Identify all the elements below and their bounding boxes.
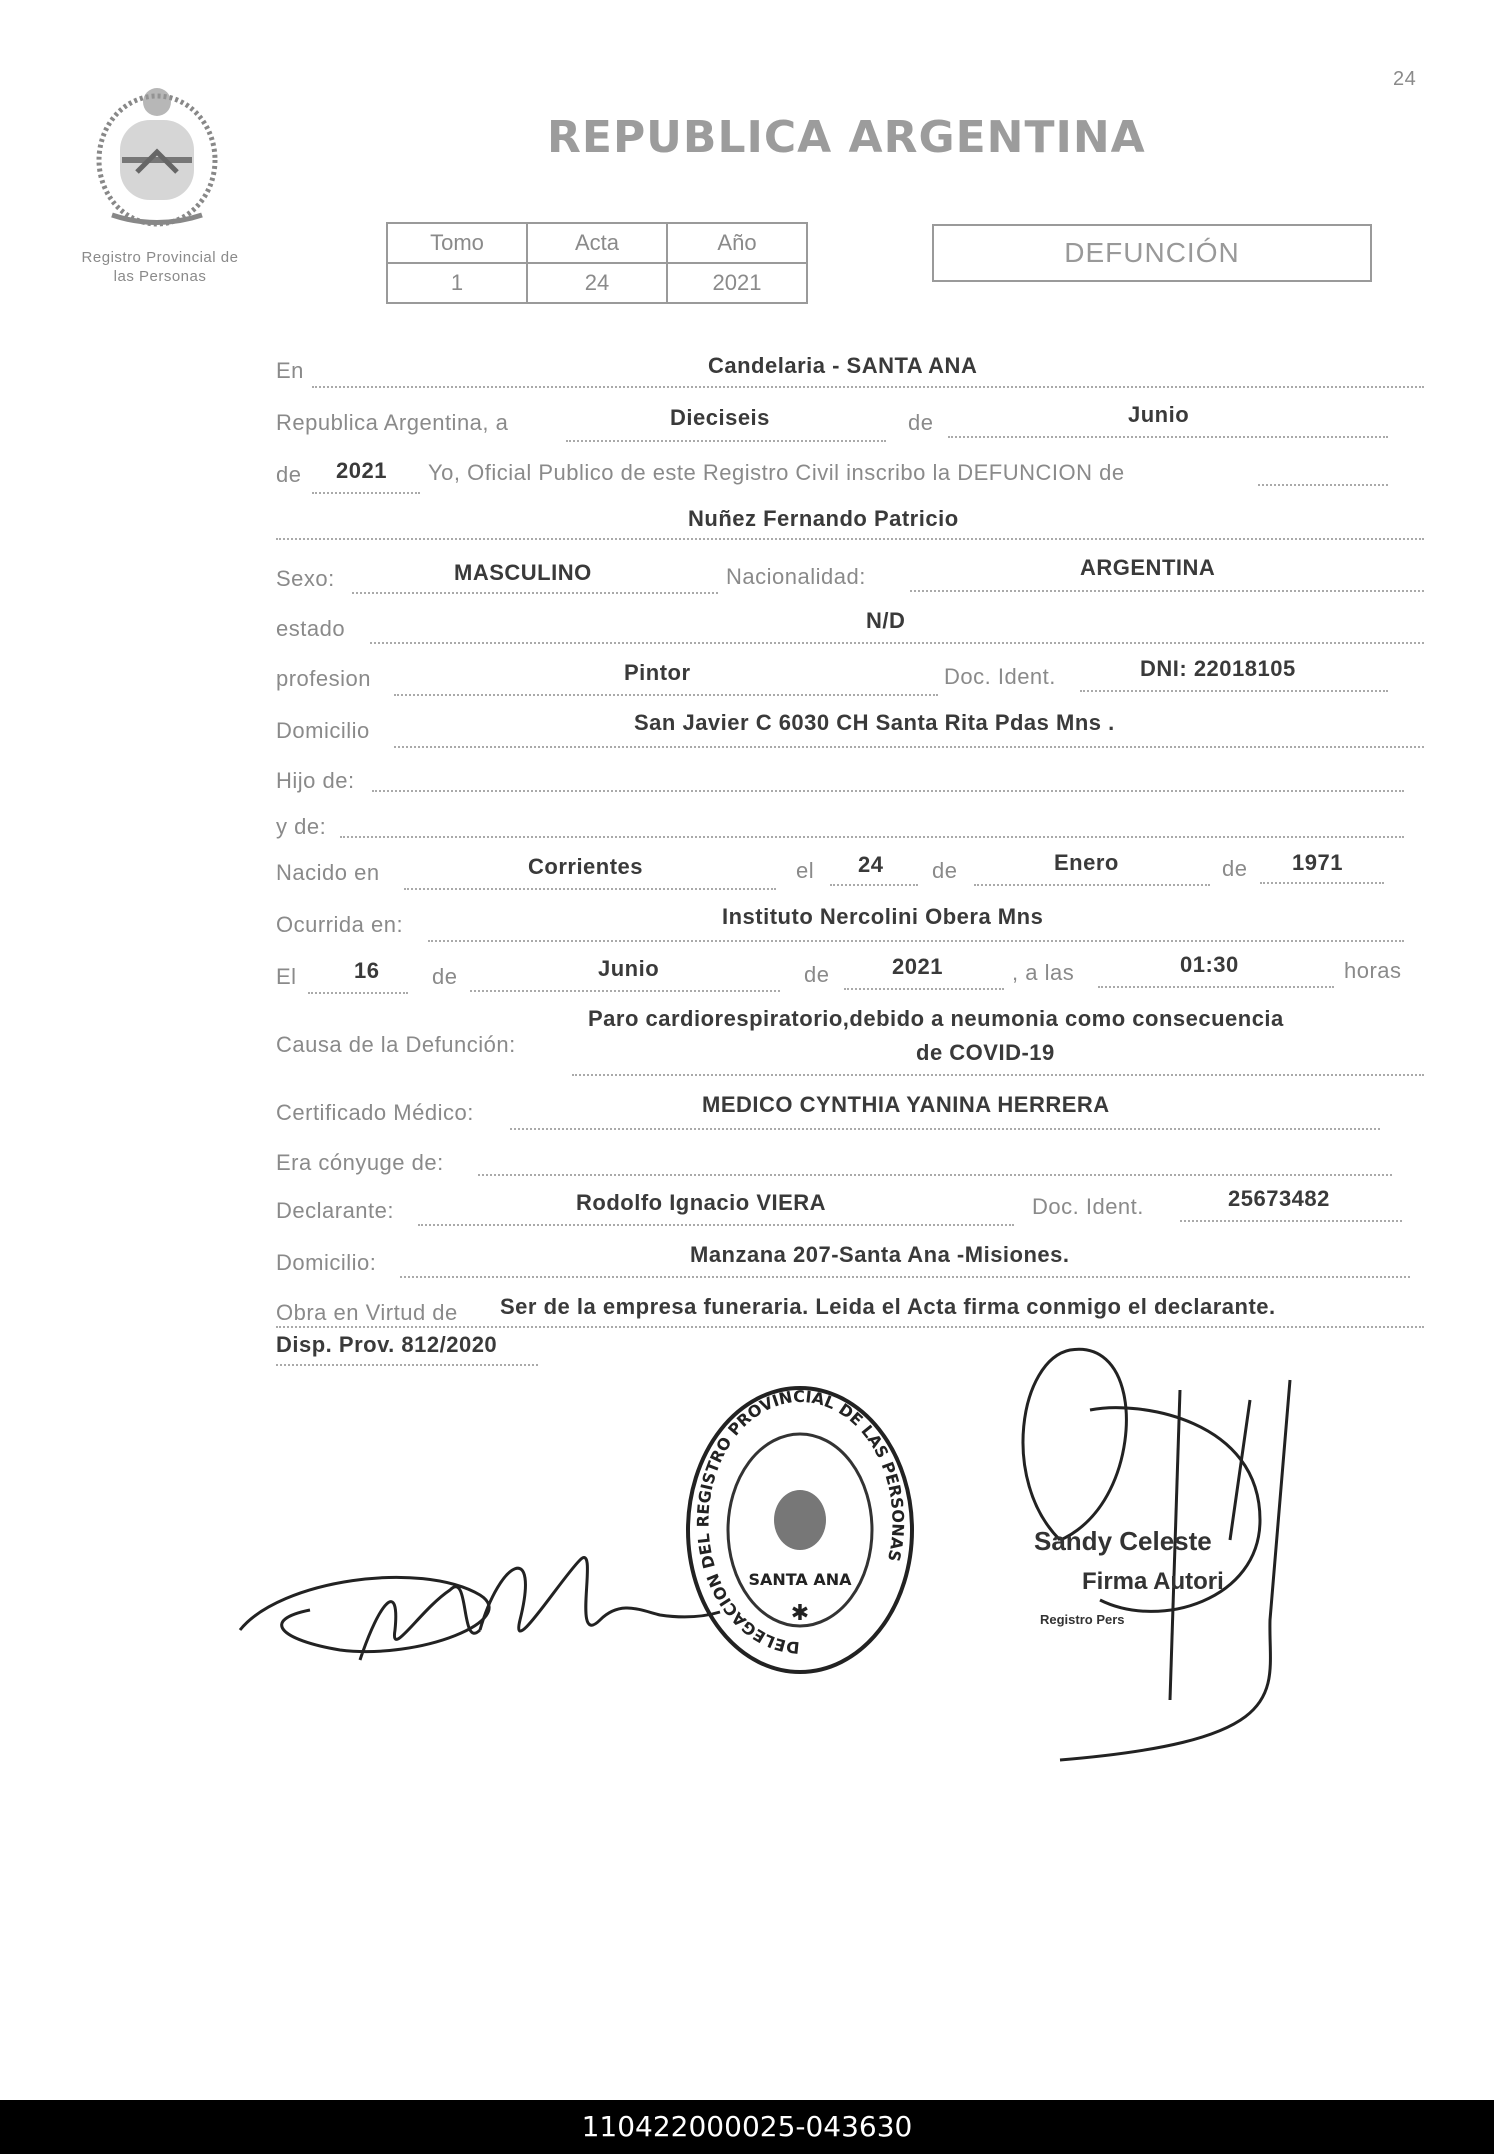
dotted-line [566, 440, 886, 442]
dotted-line [948, 436, 1388, 438]
value-declarante-domicilio: Manzana 207-Santa Ana -Misiones. [690, 1242, 1070, 1267]
stamp-registry: Registro Pers [1040, 1612, 1125, 1627]
label-de: de [932, 858, 958, 883]
value-lugar: Candelaria - SANTA ANA [708, 353, 978, 378]
dotted-line [1098, 986, 1334, 988]
ref-header-anio: Año [667, 223, 807, 263]
label-ocurrida-en: Ocurrida en: [276, 912, 404, 937]
dotted-line [910, 590, 1424, 592]
dotted-line [572, 1074, 1424, 1076]
value-nacionalidad: ARGENTINA [1080, 555, 1216, 580]
stamp-name: Sandy Celeste [1034, 1526, 1212, 1556]
label-profesion: profesion [276, 666, 372, 691]
ref-value-acta: 24 [527, 263, 667, 303]
registry-name [60, 248, 260, 286]
label-el: el [796, 858, 815, 883]
document-code-bar: 110422000025-043630 [0, 2100, 1494, 2154]
label-certificado: Certificado Médico: [276, 1100, 474, 1125]
dotted-line [404, 888, 776, 890]
dotted-line [276, 538, 1424, 540]
dotted-line [372, 790, 1404, 792]
ref-header-acta: Acta [527, 223, 667, 263]
page-number: 24 [1393, 68, 1417, 90]
value-sexo: MASCULINO [454, 560, 592, 585]
value-nombre: Nuñez Fernando Patricio [688, 506, 959, 531]
label-de: de [804, 962, 830, 987]
dotted-line [830, 884, 918, 886]
value-profesion: Pintor [624, 660, 691, 685]
label-en: En [276, 358, 304, 383]
dotted-line [308, 992, 408, 994]
reference-table [386, 222, 808, 304]
label-doc-ident: Doc. Ident. [944, 664, 1056, 689]
value-fall-dia: 16 [354, 958, 380, 983]
dotted-line [276, 1364, 538, 1366]
label-estado: estado [276, 616, 346, 641]
dotted-line [974, 884, 1210, 886]
dotted-line [1258, 484, 1388, 486]
officer-signature [1000, 1340, 1370, 1780]
coat-of-arms-icon [82, 80, 232, 230]
seal-center-text: SANTA ANA [748, 1570, 852, 1589]
label-nacionalidad: Nacionalidad: [726, 564, 866, 589]
label-de: de [908, 410, 934, 435]
seal-ring-text: DELEGACION DEL REGISTRO PROVINCIAL DE LAS PERSONAS [693, 1386, 908, 1658]
declarant-signature [220, 1500, 740, 1680]
value-nac-anio: 1971 [1292, 850, 1343, 875]
label-domicilio: Domicilio [276, 718, 370, 743]
value-fall-anio: 2021 [892, 954, 943, 979]
dotted-line [276, 1326, 1424, 1328]
label-de: de [432, 964, 458, 989]
value-fall-mes: Junio [598, 956, 660, 981]
dotted-line [1260, 882, 1384, 884]
label-horas: horas [1344, 958, 1402, 983]
dotted-line [394, 746, 1424, 748]
value-mes: Junio [1128, 402, 1190, 427]
svg-text:✱: ✱ [790, 1600, 810, 1625]
ref-value-anio: 2021 [667, 263, 807, 303]
act-type-box: DEFUNCIÓN [932, 224, 1372, 282]
dotted-line [400, 1276, 1410, 1278]
value-domicilio: San Javier C 6030 CH Santa Rita Pdas Mns . [634, 710, 1115, 735]
label-causa: Causa de la Defunción: [276, 1032, 516, 1057]
label-nacido-en: Nacido en [276, 860, 380, 885]
dotted-line [340, 836, 1404, 838]
value-obra-line1: Ser de la empresa funeraria. Leida el Acta firma conmigo el declarante. [500, 1294, 1276, 1319]
value-nacido-en: Corrientes [528, 854, 644, 879]
value-nac-mes: Enero [1054, 850, 1119, 875]
label-declarante: Declarante: [276, 1198, 395, 1223]
label-republica: Republica Argentina, a [276, 410, 509, 435]
value-ocurrida-en: Instituto Nercolini Obera Mns [722, 904, 1044, 929]
dotted-line [394, 694, 938, 696]
value-causa-line1: Paro cardiorespiratorio,debido a neumonia como consecuencia [588, 1006, 1284, 1031]
country-title: REPUBLICA ARGENTINA [547, 112, 1146, 163]
value-declarante-doc: 25673482 [1228, 1186, 1330, 1211]
value-dni: DNI: 22018105 [1140, 656, 1296, 681]
dotted-line [470, 990, 780, 992]
dotted-line [418, 1224, 1014, 1226]
label-a-las: , a las [1012, 960, 1075, 985]
dotted-line [370, 642, 1424, 644]
registry-line-2: las Personas [113, 268, 207, 285]
label-conyuge: Era cónyuge de: [276, 1150, 444, 1175]
dotted-line [352, 592, 718, 594]
dotted-line [428, 940, 1404, 942]
label-obra: Obra en Virtud de [276, 1300, 458, 1325]
value-causa-line2: de COVID-19 [916, 1040, 1055, 1065]
value-estado: N/D [866, 608, 906, 633]
ref-header-tomo: Tomo [387, 223, 527, 263]
label-sexo: Sexo: [276, 566, 335, 591]
label-el-upper: El [276, 964, 297, 989]
dotted-line [510, 1128, 1380, 1130]
dotted-line [1080, 690, 1388, 692]
label-hijo-de: Hijo de: [276, 768, 355, 793]
ref-value-tomo: 1 [387, 263, 527, 303]
label-domicilio-declarante: Domicilio: [276, 1250, 377, 1275]
label-de: de [1222, 856, 1248, 881]
dotted-line [1180, 1220, 1402, 1222]
value-certificado: MEDICO CYNTHIA YANINA HERRERA [702, 1092, 1110, 1117]
label-doc-ident: Doc. Ident. [1032, 1194, 1144, 1219]
label-de: de [276, 462, 302, 487]
registry-line-1: Registro Provincial de [81, 249, 239, 266]
dotted-line [478, 1174, 1392, 1176]
dotted-line [312, 386, 1424, 388]
value-dia: Dieciseis [670, 405, 770, 430]
dotted-line [312, 492, 420, 494]
value-declarante: Rodolfo Ignacio VIERA [576, 1190, 827, 1215]
label-y-de: y de: [276, 814, 327, 839]
value-anio: 2021 [336, 458, 387, 483]
value-nac-dia: 24 [858, 852, 884, 877]
label-yo: Yo, Oficial Publico de este Registro Civil inscribo la DEFUNCION de [428, 460, 1125, 485]
value-hora: 01:30 [1180, 952, 1239, 977]
official-seal [680, 1380, 920, 1680]
value-obra-line2: Disp. Prov. 812/2020 [276, 1332, 498, 1357]
stamp-title: Firma Autori [1082, 1568, 1224, 1595]
dotted-line [844, 988, 1004, 990]
